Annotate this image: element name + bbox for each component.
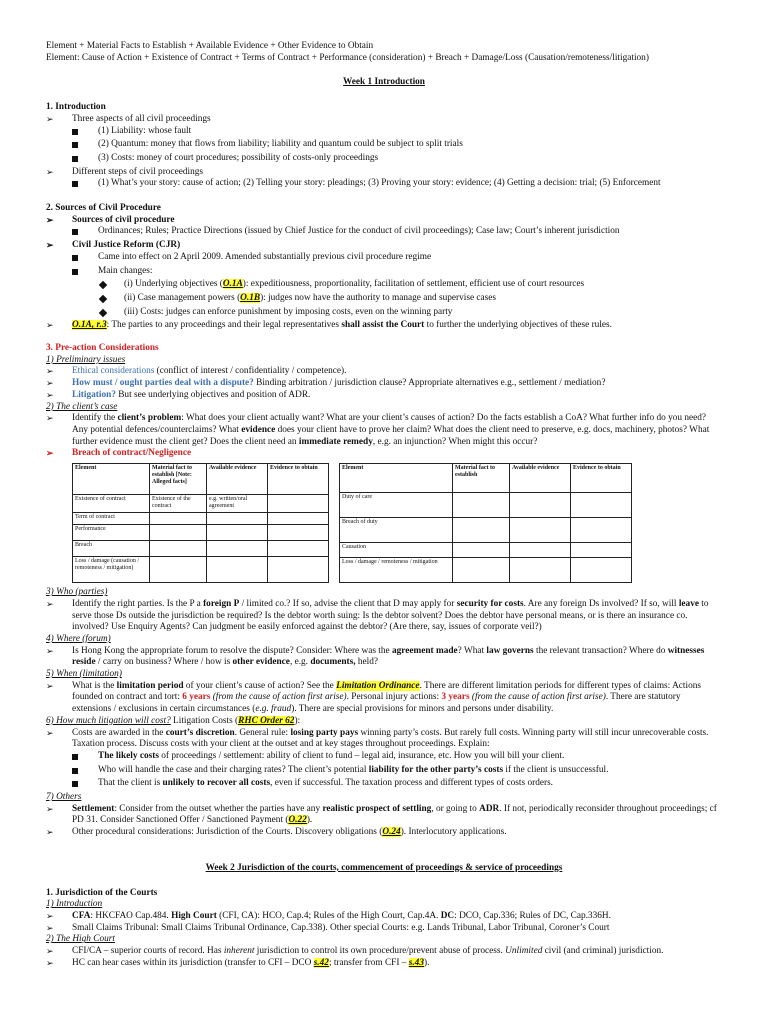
bullet-item: ➢ Small Claims Tribunal: Small Claims Tribunal Ordinance, Cap.338). Other special Courts: e.g. Lands Tribunal, Labor Tribunal, Coroner’s Court [46, 922, 610, 933]
rule-ref: Limitation Ordinance [336, 680, 420, 691]
square-bullet-icon [72, 781, 78, 787]
sub-heading: 7) Others [46, 792, 82, 803]
section-heading: 1. Jurisdiction of the Courts [46, 887, 158, 898]
rule-ref: O.1A [222, 279, 243, 290]
arrow-bullet-icon: ➢ [46, 113, 54, 124]
sub-heading: 6) How much litigation will cost? Litigation Costs (RHC Order 62): [46, 715, 301, 726]
table-row: Existence of contract Existence of the contract e.g. written/oral agreement [73, 494, 329, 512]
bullet-item: ➢ Breach of contract/Negligence [46, 448, 192, 459]
sub-heading: 2) The client’s case [46, 401, 118, 412]
sub-heading: 2) The High Court [46, 934, 115, 945]
table-row: Loss / damage (causation / remoteness / mitigation) [73, 556, 329, 582]
diamond-bullet-icon [99, 308, 107, 316]
bullet-item: ➢ O.1A, r.3: The parties to any proceedings and their legal representatives shall assist the Court to further the underlying objectives of these rules. [46, 320, 612, 331]
sub-item: (1) What’s your story: cause of action; (2) Telling your story: pleadings; (3) Proving your story: evidence; (4) Getting a decision: trial; (5) Enforcement [46, 178, 722, 192]
bullet-item: ➢ CFA: HKCFAO Cap.484. High Court (CFI, CA): HCO, Cap.4; Rules of the High Court, Cap.4A. DC: DCO, Cap.336; Rules of DC, Cap.336H. [46, 910, 611, 921]
intro-line-1: Element + Material Facts to Establish + Available Evidence + Other Evidence to Obtain [46, 41, 374, 51]
bullet-item: ➢ Other procedural considerations: Jurisdiction of the Courts. Discovery obligations (O.24). Interlocutory applications. [46, 827, 507, 838]
sub-item: (3) Costs: money of court procedures; possibility of costs-only proceedings [46, 153, 722, 167]
bullet-item: ➢ HC can hear cases within its jurisdiction (transfer to CFI – DCO s.42; transfer from CFI – s.43). [46, 957, 430, 968]
rule-ref: O.1B [240, 292, 261, 303]
rule-ref: O.22 [288, 815, 307, 826]
rule-ref: s.42 [313, 957, 329, 968]
sub-heading: 1) Preliminary issues [46, 354, 126, 365]
bullet-item: ➢ How must / ought parties deal with a dispute? Binding arbitration / jurisdiction clause? Appropriate alternatives e.g., settlement / mediation? [46, 378, 606, 389]
diamond-bullet-icon [99, 281, 107, 289]
table-row: Breach of duty [340, 518, 632, 543]
square-bullet-icon [72, 754, 78, 760]
table-row: Performance [73, 525, 329, 541]
diamond-bullet-icon [99, 295, 107, 303]
contract-table [72, 463, 329, 583]
rule-ref: s.43 [408, 957, 424, 968]
sub-item: Ordinances; Rules; Practice Directions (issued by Chief Justice for the conduct of civil proceedings); Case law; Court’s inherent jurisdiction [46, 226, 722, 240]
bullet-item: ➢ Identify the client’s problem: What does your client actually want? What are your client’s causes of action? Do the facts establish a CoA? What further info do you need? Any potential defences/counterclaims? What evidence does your client have to prove her claim? What does the client need to preserve, e.g. docs, machinery, photos? What further evidence must the client get? Does the client need an immediate remedy, e.g. an injunction? When might this occur? [46, 413, 710, 447]
arrow-bullet-icon: ➢ [46, 166, 54, 177]
square-bullet-icon [72, 142, 78, 148]
rule-ref: O.24 [382, 827, 401, 838]
sub-heading: 3) Who (parties) [46, 587, 108, 598]
square-bullet-icon [72, 181, 78, 187]
diamond-item: (ii) Case management powers (O.1B): judges now have the authority to manage and supervise cases [46, 293, 722, 307]
arrow-bullet-icon: ➢ [46, 240, 54, 251]
negligence-table [339, 463, 632, 583]
bullet-item: ➢ Costs are awarded in the court’s discretion. General rule: losing party pays winning party’s costs. But rarely full costs. Winning party will still incur unrecoverable costs. Taxation process. Discuss costs with your client at the outset and at key stages throughout proceedings. Explain: [46, 727, 709, 750]
arrow-bullet-icon: ➢ [46, 946, 54, 957]
arrow-bullet-icon: ➢ [46, 910, 54, 921]
table-row: Loss / damage / remoteness / mitigation [340, 558, 632, 583]
table-row: Term of contract [73, 512, 329, 525]
table-row: Duty of care [340, 493, 632, 518]
rule-ref: O.1A, r.3 [72, 320, 107, 331]
sub-item: Who will handle the case and their charging rates? The client’s potential liability for the other party’s costs if the client is unsuccessful. [46, 765, 722, 779]
arrow-bullet-icon: ➢ [46, 803, 54, 814]
sub-item: Main changes: [46, 266, 722, 280]
square-bullet-icon [72, 255, 78, 261]
week1-title: Week 1 Introduction [343, 77, 425, 88]
bullet-item: ➢ Ethical considerations (conflict of interest / confidentiality / competence). [46, 366, 347, 377]
bullet-item: ➢ CFI/CA – superior courts of record. Has inherent jurisdiction to control its own procedure/prevent abuse of process. Unlimited civil (and criminal) jurisdiction. [46, 946, 664, 957]
arrow-bullet-icon: ➢ [46, 214, 54, 225]
bullet-item: ➢ What is the limitation period of your client’s cause of action? See the Limitation Ordinance. There are different limitation periods for different types of claims: Actions founded on contract and tort: 6 years (from the cause of action first arise). Personal injury actions: 3 years (from the cause of action first arise). There are statutory extensions / exclusions in certain circumstances (e.g. fraud). There are special provisions for minors and persons under disability. [46, 680, 701, 715]
square-bullet-icon [72, 129, 78, 135]
table-header-row: Element Material fact to establish [Note: Alleged facts] Available evidence Evidence to obtain [73, 464, 329, 495]
bullet-item: ➢ Different steps of civil proceedings [46, 166, 203, 177]
intro-line-2: Element: Cause of Action + Existence of Contract + Terms of Contract + Performance (consideration) + Breach + Damage/Loss (Causation/remoteness/litigation) [46, 52, 649, 63]
bullet-item: ➢ Civil Justice Reform (CJR) [46, 240, 181, 251]
square-bullet-icon [72, 269, 78, 275]
arrow-bullet-icon: ➢ [46, 598, 54, 609]
section-heading: 3. Pre-action Considerations [46, 343, 159, 354]
arrow-bullet-icon: ➢ [46, 645, 54, 656]
arrow-bullet-icon: ➢ [46, 389, 54, 400]
bullet-item: ➢ Three aspects of all civil proceedings [46, 113, 211, 124]
sub-heading: 1) Introduction [46, 899, 103, 910]
section-heading: 1. Introduction [46, 102, 106, 113]
header-cell-material: Material fact to establish [Note: Alleged facts] [150, 464, 207, 495]
sub-heading: 4) Where (forum) [46, 633, 111, 644]
square-bullet-icon [72, 229, 78, 235]
sub-item: The likely costs of proceedings / settlement: ability of client to fund – legal aid, insurance, etc. How you will bill your client. [46, 751, 722, 765]
square-bullet-icon [72, 768, 78, 774]
arrow-bullet-icon: ➢ [46, 922, 54, 933]
sub-item: Came into effect on 2 April 2009. Amended substantially previous civil procedure regime [46, 252, 722, 266]
sub-heading: 5) When (limitation) [46, 669, 122, 680]
sub-item: (1) Liability: whose fault [46, 126, 722, 140]
diamond-item: (i) Underlying objectives (O.1A): expeditiousness, proportionality, facilitation of settlement, efficient use of court resources [46, 279, 722, 293]
rule-ref: RHC Order 62 [238, 715, 295, 726]
arrow-bullet-icon: ➢ [46, 448, 54, 459]
arrow-bullet-icon: ➢ [46, 827, 54, 838]
bullet-item: ➢ Identify the right parties. Is the P a foreign P / limited co.? If so, advise the client that D may apply for security for costs. Are any foreign Ds involved? If so, will leave to serve those Ds outside the jurisdiction be required? Is the debtor worth suing: Is the debtor solvent? Does the debtor have personal means, or is there an insurance co. involved? Use Enquiry Agents? Can judgment be easily enforced against the debtor? (Are there, say, issues of corporate veil?) [46, 598, 709, 633]
bullet-item: ➢ Litigation? But see underlying objectives and position of ADR. [46, 389, 311, 400]
bullet-item: ➢ Sources of civil procedure [46, 214, 175, 225]
week2-title: Week 2 Jurisdiction of the courts, commencement of proceedings & service of proceedings [205, 862, 563, 873]
arrow-bullet-icon: ➢ [46, 413, 54, 424]
section-heading: 2. Sources of Civil Procedure [46, 203, 161, 214]
diamond-item: (iii) Costs: judges can enforce punishment by imposing costs, even on the winning party [46, 307, 722, 321]
sub-item: (2) Quantum: money that flows from liability; liability and quantum could be subject to split trials [46, 139, 722, 153]
bullet-item: ➢ Is Hong Kong the appropriate forum to resolve the dispute? Consider: Where was the agreement made? What law governs the relevant transaction? Where do witnesses reside / carry on business? Where / how is other evidence, e.g. documents, held? [46, 645, 705, 668]
table-header-row: Element Material fact to establish Available evidence Evidence to obtain [340, 464, 632, 493]
table-row: Causation [340, 543, 632, 558]
sub-item: That the client is unlikely to recover all costs, even if successful. The taxation process and different types of costs orders. [46, 778, 722, 792]
arrow-bullet-icon: ➢ [46, 366, 54, 377]
arrow-bullet-icon: ➢ [46, 680, 54, 691]
bullet-item: ➢ Settlement: Consider from the outset whether the parties have any realistic prospect of settling, or going to ADR. If not, periodically reconsider throughout proceedings; cf PD 31. Consider Sanctioned Offer / Sanctioned Payment (O.22). [46, 803, 717, 826]
table-row: Breach [73, 540, 329, 556]
arrow-bullet-icon: ➢ [46, 957, 54, 968]
tables-row [72, 463, 722, 583]
arrow-bullet-icon: ➢ [46, 727, 54, 738]
arrow-bullet-icon: ➢ [46, 378, 54, 389]
arrow-bullet-icon: ➢ [46, 320, 54, 331]
square-bullet-icon [72, 156, 78, 162]
